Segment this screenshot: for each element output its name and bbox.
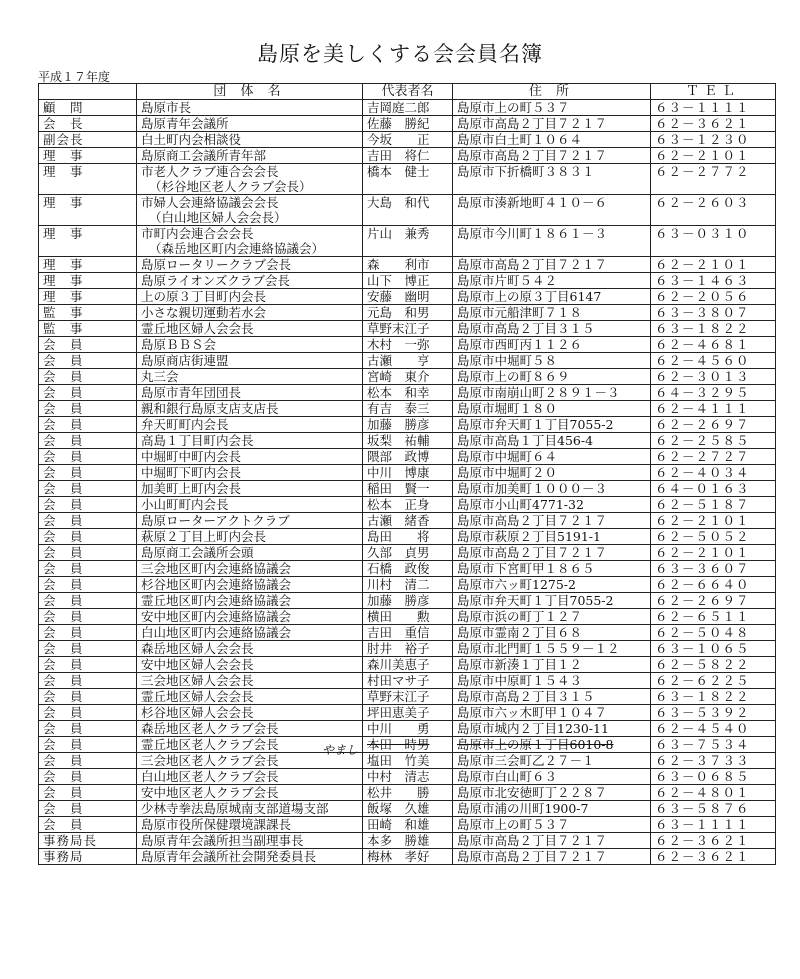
member-address: 島原市南崩山町２８９１－３ xyxy=(453,385,651,401)
member-representative: 飯塚 久雄 xyxy=(363,801,453,817)
member-role: 会 員 xyxy=(39,577,137,593)
member-address: 島原市城内２丁目1230-11 xyxy=(453,721,651,737)
member-address: 島原市湊新地町４１０－６ xyxy=(453,195,651,226)
table-row xyxy=(39,401,776,417)
member-representative: 今坂 正 xyxy=(363,132,453,148)
member-phone: ６２－４０３４ xyxy=(651,465,776,481)
member-organization: 島原商店街連盟 xyxy=(137,353,363,369)
member-role: 会 長 xyxy=(39,116,137,132)
member-address: 島原市小山町4771-32 xyxy=(453,497,651,513)
member-representative: 元島 和男 xyxy=(363,305,453,321)
member-address: 島原市北安徳町丁２２８７ xyxy=(453,785,651,801)
table-row xyxy=(39,561,776,577)
member-role: 会 員 xyxy=(39,801,137,817)
member-organization: 島原市長 xyxy=(137,100,363,116)
member-organization: 中堀町中町内会長 xyxy=(137,449,363,465)
member-phone: ６３－１１１１ xyxy=(651,817,776,833)
member-representative: 久部 貞男 xyxy=(363,545,453,561)
member-organization: 森岳地区老人クラブ会長 xyxy=(137,721,363,737)
table-row xyxy=(39,116,776,132)
member-role: 副会長 xyxy=(39,132,137,148)
member-address: 島原市弁天町１丁目7055-2 xyxy=(453,593,651,609)
member-role: 理 事 xyxy=(39,195,137,226)
member-organization: 島原市青年団団長 xyxy=(137,385,363,401)
member-role: 会 員 xyxy=(39,769,137,785)
member-address: 島原市高島１丁目456-4 xyxy=(453,433,651,449)
member-address: 島原市白土町１０６４ xyxy=(453,132,651,148)
member-organization: 安中地区老人クラブ会長 xyxy=(137,785,363,801)
member-address: 島原市高島２丁目７２１７ xyxy=(453,513,651,529)
member-representative: 中村 清志 xyxy=(363,769,453,785)
member-organization: 霊丘地区婦人会会長 xyxy=(137,689,363,705)
member-organization: 萩原２丁目上町内会長 xyxy=(137,529,363,545)
member-role: 会 員 xyxy=(39,609,137,625)
member-phone: ６３－１８２２ xyxy=(651,321,776,337)
member-organization: 親和銀行島原支店支店長 xyxy=(137,401,363,417)
member-role: 監 事 xyxy=(39,305,137,321)
member-phone: ６３－１１１１ xyxy=(651,100,776,116)
member-organization: 杉谷地区婦人会会長 xyxy=(137,705,363,721)
member-representative: 加藤 勝彦 xyxy=(363,593,453,609)
member-organization: 霊丘地区老人クラブ会長 xyxy=(137,737,363,753)
member-representative: 片山 兼秀 xyxy=(363,226,453,257)
member-address: 島原市上の町５３７ xyxy=(453,817,651,833)
member-phone: ６２－６６４０ xyxy=(651,577,776,593)
member-phone: ６２－２６９７ xyxy=(651,593,776,609)
member-role: 会 員 xyxy=(39,449,137,465)
member-representative: 古瀬 亨 xyxy=(363,353,453,369)
member-phone: ６２－５８２２ xyxy=(651,657,776,673)
member-address: 島原市三会町乙２７－１ xyxy=(453,753,651,769)
member-representative: 松本 和幸 xyxy=(363,385,453,401)
member-role: 会 員 xyxy=(39,513,137,529)
table-row xyxy=(39,609,776,625)
member-role: 会 員 xyxy=(39,417,137,433)
member-phone: ６２－２１０１ xyxy=(651,513,776,529)
member-phone: ６２－２０５６ xyxy=(651,289,776,305)
table-row xyxy=(39,433,776,449)
member-role: 監 事 xyxy=(39,321,137,337)
member-organization: 市老人クラブ連合会会長 （杉谷地区老人クラブ会長） xyxy=(137,164,363,195)
member-organization: 小さな親切運動若水会 xyxy=(137,305,363,321)
member-representative: 塩田 竹美 xyxy=(363,753,453,769)
member-phone: ６２－６５１１ xyxy=(651,609,776,625)
table-row xyxy=(39,737,776,753)
member-phone: ６２－２７２７ xyxy=(651,449,776,465)
member-organization: 森岳地区婦人会会長 xyxy=(137,641,363,657)
member-address: 島原市高島２丁目７２１７ xyxy=(453,257,651,273)
member-representative: 肘井 裕子 xyxy=(363,641,453,657)
member-organization: 島原青年会議所 xyxy=(137,116,363,132)
table-row xyxy=(39,305,776,321)
member-role: 会 員 xyxy=(39,625,137,641)
member-representative: 稲田 賢一 xyxy=(363,481,453,497)
table-row xyxy=(39,833,776,849)
member-phone: ６２－４８０１ xyxy=(651,785,776,801)
member-representative: 梅林 孝好 xyxy=(363,849,453,865)
member-organization: 白山地区老人クラブ会長 xyxy=(137,769,363,785)
member-organization: 霊丘地区町内会連絡協議会 xyxy=(137,593,363,609)
member-role: 会 員 xyxy=(39,433,137,449)
member-representative: 山下 博正 xyxy=(363,273,453,289)
member-role: 会 員 xyxy=(39,481,137,497)
member-address: 島原市中堀町２０ xyxy=(453,465,651,481)
member-address: 島原市上の町８６９ xyxy=(453,369,651,385)
member-phone: ６２－４１１１ xyxy=(651,401,776,417)
member-representative: 田崎 和雄 xyxy=(363,817,453,833)
member-role: 理 事 xyxy=(39,226,137,257)
table-row xyxy=(39,513,776,529)
member-role: 会 員 xyxy=(39,817,137,833)
table-row xyxy=(39,497,776,513)
member-address: 島原市白山町６３ xyxy=(453,769,651,785)
member-role: 会 員 xyxy=(39,369,137,385)
member-phone: ６３－７５３４ xyxy=(651,737,776,753)
member-role: 事務局 xyxy=(39,849,137,865)
member-role: 会 員 xyxy=(39,529,137,545)
member-address: 島原市高島２丁目７２１７ xyxy=(453,148,651,164)
member-organization: 白土町内会相談役 xyxy=(137,132,363,148)
table-row xyxy=(39,529,776,545)
table-row xyxy=(39,673,776,689)
member-organization-sub: （杉谷地区老人クラブ会長） xyxy=(149,179,312,194)
member-representative: 宮崎 東介 xyxy=(363,369,453,385)
member-representative: 石橋 政俊 xyxy=(363,561,453,577)
member-organization: 丸三会 xyxy=(137,369,363,385)
member-phone: ６２－２７７２ xyxy=(651,164,776,195)
member-representative: 安藤 幽明 xyxy=(363,289,453,305)
member-representative: 村田マサ子 xyxy=(363,673,453,689)
member-address: 島原市浦の川町1900-7 xyxy=(453,801,651,817)
member-organization: 小山町町内会長 xyxy=(137,497,363,513)
member-role: 会 員 xyxy=(39,737,137,753)
member-role: 会 員 xyxy=(39,465,137,481)
member-representative: 吉田 重信 xyxy=(363,625,453,641)
member-organization: 加美町上町内会長 xyxy=(137,481,363,497)
member-phone: ６３－０３１０ xyxy=(651,226,776,257)
table-row xyxy=(39,753,776,769)
member-organization: 島原ＢＢＳ会 xyxy=(137,337,363,353)
table-row xyxy=(39,226,776,257)
member-role: 会 員 xyxy=(39,561,137,577)
member-phone: ６３－１０６５ xyxy=(651,641,776,657)
table-header-row xyxy=(39,84,776,100)
member-organization-sub: （森岳地区町内会連絡協議会） xyxy=(149,241,325,256)
member-phone: ６３－３８０７ xyxy=(651,305,776,321)
member-role: 会 員 xyxy=(39,401,137,417)
fiscal-year: 平成１７年度 xyxy=(38,70,111,84)
member-representative: 森 利市 xyxy=(363,257,453,273)
member-phone: ６２－２６９７ xyxy=(651,417,776,433)
member-organization: 三会地区老人クラブ会長 xyxy=(137,753,363,769)
member-organization-sub: （白山地区婦人会会長） xyxy=(149,210,287,225)
member-representative: 森川美恵子 xyxy=(363,657,453,673)
handwritten-note: やまし xyxy=(322,743,359,757)
table-row xyxy=(39,705,776,721)
table-row xyxy=(39,657,776,673)
member-address: 島原市弁天町１丁目7055-2 xyxy=(453,417,651,433)
member-representative: 木村 一弥 xyxy=(363,337,453,353)
member-address: 島原市加美町１０００－３ xyxy=(453,481,651,497)
member-phone: ６３－１８２２ xyxy=(651,689,776,705)
member-representative: 有吉 泰三 xyxy=(363,401,453,417)
member-organization: 三会地区町内会連絡協議会 xyxy=(137,561,363,577)
table-row xyxy=(39,257,776,273)
member-role: 理 事 xyxy=(39,289,137,305)
table-row xyxy=(39,132,776,148)
member-address: 島原市高島２丁目７２１７ xyxy=(453,833,651,849)
table-row xyxy=(39,417,776,433)
member-address: 島原市萩原２丁目5191-1 xyxy=(453,529,651,545)
member-role: 会 員 xyxy=(39,497,137,513)
member-organization: 島原ローターアクトクラブ xyxy=(137,513,363,529)
member-organization: 市町内会連合会会長 （森岳地区町内会連絡協議会） xyxy=(137,226,363,257)
member-role: 理 事 xyxy=(39,164,137,195)
member-representative: 本多 勝雄 xyxy=(363,833,453,849)
member-table xyxy=(38,83,776,865)
table-row xyxy=(39,545,776,561)
member-representative: 吉岡庭二郎 xyxy=(363,100,453,116)
member-role: 会 員 xyxy=(39,641,137,657)
member-organization: 安中地区婦人会会長 xyxy=(137,657,363,673)
member-representative: 坪田恵美子 xyxy=(363,705,453,721)
member-phone: ６２－３０１３ xyxy=(651,369,776,385)
member-phone: ６３－０６８５ xyxy=(651,769,776,785)
member-organization: 島原ロータリークラブ会長 xyxy=(137,257,363,273)
table-row xyxy=(39,817,776,833)
member-organization: 島原ライオンズクラブ会長 xyxy=(137,273,363,289)
member-organization: 島原青年会議所社会開発委員長 xyxy=(137,849,363,865)
member-role: 会 員 xyxy=(39,785,137,801)
header-rep: 代表者名 xyxy=(363,84,453,100)
member-organization: 霊丘地区婦人会会長 xyxy=(137,321,363,337)
member-representative: 草野末江子 xyxy=(363,689,453,705)
member-role: 会 員 xyxy=(39,337,137,353)
member-representative: 中川 博康 xyxy=(363,465,453,481)
member-address: 島原市高島２丁目３１５ xyxy=(453,689,651,705)
member-phone: ６２－３７３３ xyxy=(651,753,776,769)
member-address: 島原市下折橋町３８３１ xyxy=(453,164,651,195)
member-representative: 横田 勲 xyxy=(363,609,453,625)
member-phone: ６３－１４６３ xyxy=(651,273,776,289)
member-address: 島原市六ッ町1275-2 xyxy=(453,577,651,593)
table-row xyxy=(39,721,776,737)
member-phone: ６４－３２９５ xyxy=(651,385,776,401)
member-role: 会 員 xyxy=(39,353,137,369)
member-representative: 本田 時男 xyxy=(363,737,453,753)
member-phone: ６３－５８７６ xyxy=(651,801,776,817)
member-role: 会 員 xyxy=(39,657,137,673)
member-representative: 隈部 政博 xyxy=(363,449,453,465)
member-role: 会 員 xyxy=(39,689,137,705)
member-phone: ６２－４６８１ xyxy=(651,337,776,353)
member-address: 島原市六ッ木町甲１０４７ xyxy=(453,705,651,721)
member-organization: 島原青年会議所担当副理事長 xyxy=(137,833,363,849)
member-phone: ６３－３６０７ xyxy=(651,561,776,577)
member-phone: ６２－２１０１ xyxy=(651,148,776,164)
member-role: 会 員 xyxy=(39,673,137,689)
table-row xyxy=(39,289,776,305)
member-representative: 大島 和代 xyxy=(363,195,453,226)
table-row xyxy=(39,465,776,481)
member-address: 島原市高島２丁目７２１７ xyxy=(453,849,651,865)
member-organization: 上の原３丁目町内会長 xyxy=(137,289,363,305)
member-role: 会 員 xyxy=(39,545,137,561)
member-phone: ６２－２１０１ xyxy=(651,257,776,273)
member-organization: 白山地区町内会連絡協議会 xyxy=(137,625,363,641)
member-role: 会 員 xyxy=(39,593,137,609)
member-phone: ６２－３６２１ xyxy=(651,833,776,849)
table-row xyxy=(39,164,776,195)
member-address: 島原市中堀町５８ xyxy=(453,353,651,369)
member-phone: ６２－５０４８ xyxy=(651,625,776,641)
member-address: 島原市堀町１８０ xyxy=(453,401,651,417)
member-representative: 草野末江子 xyxy=(363,321,453,337)
member-organization: 杉谷地区町内会連絡協議会 xyxy=(137,577,363,593)
member-role: 事務局長 xyxy=(39,833,137,849)
table-row xyxy=(39,481,776,497)
member-phone: ６２－２１０１ xyxy=(651,545,776,561)
header-addr: 住 所 xyxy=(453,84,651,100)
member-representative: 吉田 将仁 xyxy=(363,148,453,164)
member-role: 顧 問 xyxy=(39,100,137,116)
member-address: 島原市上の原３丁目6147 xyxy=(453,289,651,305)
member-address: 島原市高島２丁目７２１７ xyxy=(453,545,651,561)
member-organization: 三会地区婦人会会長 xyxy=(137,673,363,689)
member-phone: ６２－２６０３ xyxy=(651,195,776,226)
member-role: 会 員 xyxy=(39,721,137,737)
table-row xyxy=(39,641,776,657)
member-address: 島原市西町丙１１２６ xyxy=(453,337,651,353)
table-row xyxy=(39,321,776,337)
member-address: 島原市片町５４２ xyxy=(453,273,651,289)
table-body xyxy=(39,100,776,865)
member-organization: 高島１丁目町内会長 xyxy=(137,433,363,449)
table-row xyxy=(39,273,776,289)
member-representative: 古瀬 緒香 xyxy=(363,513,453,529)
table-row xyxy=(39,385,776,401)
table-row xyxy=(39,100,776,116)
member-address: 島原市霊南２丁目６８ xyxy=(453,625,651,641)
member-representative: 松本 正身 xyxy=(363,497,453,513)
member-organization: 島原商工会議所青年部 xyxy=(137,148,363,164)
table-row xyxy=(39,785,776,801)
member-address: 島原市浜の町丁１２７ xyxy=(453,609,651,625)
header-tel: ＴＥＬ xyxy=(651,84,776,100)
member-representative: 松井 勝 xyxy=(363,785,453,801)
member-representative: 佐藤 勝紀 xyxy=(363,116,453,132)
table-row xyxy=(39,369,776,385)
table-row xyxy=(39,577,776,593)
member-role: 理 事 xyxy=(39,273,137,289)
member-organization: 島原商工会議所会頭 xyxy=(137,545,363,561)
table-row xyxy=(39,337,776,353)
member-role: 理 事 xyxy=(39,257,137,273)
member-representative: 中川 勇 xyxy=(363,721,453,737)
table-row xyxy=(39,689,776,705)
member-address: 島原市下宮町甲１８６５ xyxy=(453,561,651,577)
member-address: 島原市上の原１丁目6010-8 xyxy=(453,737,651,753)
member-organization: 弁天町町内会長 xyxy=(137,417,363,433)
member-address: 島原市上の町５３７ xyxy=(453,100,651,116)
member-organization: 島原市役所保健環境課課長 xyxy=(137,817,363,833)
header-org: 団 体 名 xyxy=(137,84,363,100)
member-phone: ６２－３６２１ xyxy=(651,849,776,865)
member-organization: 市婦人会連絡協議会会長 （白山地区婦人会会長） xyxy=(137,195,363,226)
member-address: 島原市北門町１５５９－１２ xyxy=(453,641,651,657)
table-row xyxy=(39,769,776,785)
member-role: 会 員 xyxy=(39,385,137,401)
table-row xyxy=(39,353,776,369)
member-phone: ６３－１２３０ xyxy=(651,132,776,148)
member-phone: ６２－６２２５ xyxy=(651,673,776,689)
member-phone: ６４－０１６３ xyxy=(651,481,776,497)
table-row xyxy=(39,449,776,465)
member-address: 島原市高島２丁目３１５ xyxy=(453,321,651,337)
member-phone: ６２－５１８７ xyxy=(651,497,776,513)
member-address: 島原市新湊１丁目１２ xyxy=(453,657,651,673)
member-address: 島原市中堀町６４ xyxy=(453,449,651,465)
table-row xyxy=(39,801,776,817)
member-organization: 中堀町下町内会長 xyxy=(137,465,363,481)
member-representative: 川村 清二 xyxy=(363,577,453,593)
header-role xyxy=(39,84,137,100)
member-representative: 加藤 勝彦 xyxy=(363,417,453,433)
member-phone: ６２－４５６０ xyxy=(651,353,776,369)
member-phone: ６２－５０５２ xyxy=(651,529,776,545)
member-phone: ６２－４５４０ xyxy=(651,721,776,737)
table-row xyxy=(39,593,776,609)
member-address: 島原市高島２丁目７２１７ xyxy=(453,116,651,132)
table-row xyxy=(39,625,776,641)
member-representative: 橋本 健士 xyxy=(363,164,453,195)
member-address: 島原市中原町１５４３ xyxy=(453,673,651,689)
table-row xyxy=(39,148,776,164)
member-address: 島原市元船津町７１８ xyxy=(453,305,651,321)
table-row xyxy=(39,195,776,226)
member-phone: ６３－５３９２ xyxy=(651,705,776,721)
page-title: 島原を美しくする会会員名簿 xyxy=(257,42,543,66)
member-phone: ６２－３６２１ xyxy=(651,116,776,132)
member-phone: ６２－２５８５ xyxy=(651,433,776,449)
member-address: 島原市今川町１８６１－３ xyxy=(453,226,651,257)
member-role: 会 員 xyxy=(39,753,137,769)
table-row xyxy=(39,849,776,865)
member-representative: 坂梨 祐輔 xyxy=(363,433,453,449)
member-representative: 島田 将 xyxy=(363,529,453,545)
member-organization: 少林寺拳法島原城南支部道場支部 xyxy=(137,801,363,817)
member-role: 理 事 xyxy=(39,148,137,164)
member-organization: 安中地区町内会連絡協議会 xyxy=(137,609,363,625)
member-role: 会 員 xyxy=(39,705,137,721)
